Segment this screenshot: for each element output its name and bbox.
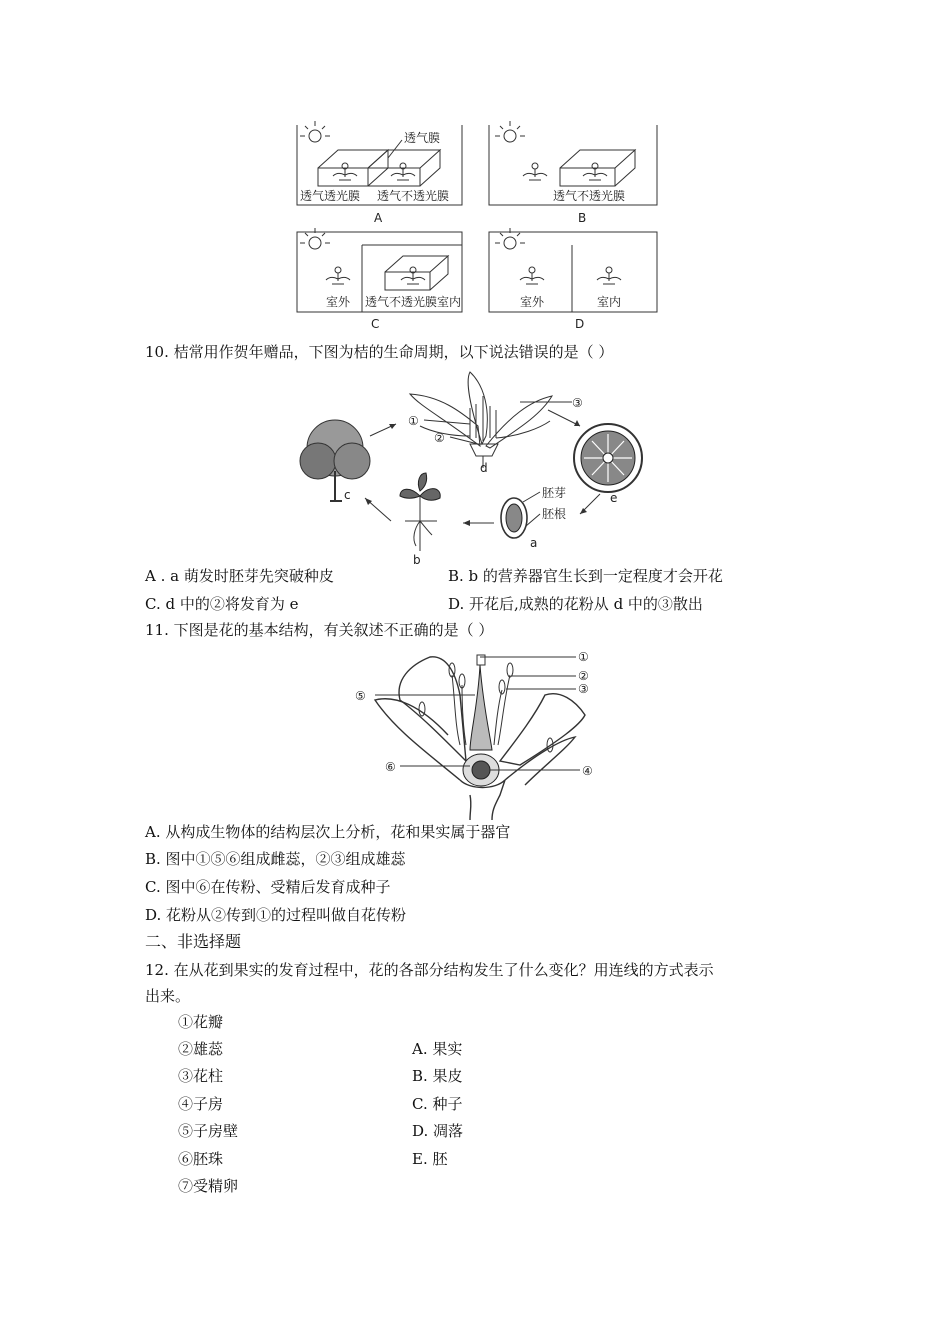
q11-label-4: ④	[582, 764, 593, 778]
sun-icon	[300, 228, 330, 249]
q11-label-5: ⑤	[355, 689, 366, 703]
q9c-right-label: 透气不透光膜室内	[365, 295, 462, 309]
kumquat-fruit-e	[574, 424, 642, 505]
q9c-left-label: 室外	[326, 295, 351, 309]
sun-icon	[495, 121, 525, 142]
q9a-right-label: 透气不透光膜	[377, 189, 450, 203]
q9a-caption: A	[374, 211, 383, 225]
q9d-left-label: 室外	[520, 295, 545, 309]
q12-stem-line1: 12. 在从花到果实的发育过程中，花的各部分结构发生了什么变化？用连线的方式表示	[145, 961, 714, 979]
plant-icon	[523, 163, 547, 180]
seedling-b	[400, 473, 440, 567]
q11-option-d: D. 花粉从②传到①的过程叫做自花传粉	[145, 906, 407, 924]
q9c-caption: C	[371, 317, 380, 331]
label-b: b	[413, 553, 421, 567]
plant-icon	[333, 163, 357, 180]
q12-right-item: B. 果皮	[412, 1067, 463, 1085]
q9-panel-d	[489, 228, 657, 331]
plant-icon	[391, 163, 415, 180]
q10-stem: 10. 桔常用作贺年赠品，下图为桔的生命周期，以下说法错误的是（ ）	[145, 343, 614, 361]
q12-stem-line2: 出来。	[145, 987, 191, 1005]
q12-left-item: ⑤子房壁	[178, 1122, 239, 1140]
q11-label-6: ⑥	[385, 760, 396, 774]
label-a: a	[530, 536, 538, 550]
q11-flower-structure-figure	[0, 645, 950, 820]
q11-stem: 11. 下图是花的基本结构，有关叙述不正确的是（ ）	[145, 621, 494, 639]
plant-icon	[401, 267, 425, 284]
q12-left-item: ⑦受精卵	[178, 1177, 239, 1195]
q10-label-3: ③	[572, 396, 583, 410]
flower-diagram	[375, 655, 585, 820]
q12-left-item: ②雄蕊	[178, 1040, 224, 1058]
label-d: d	[480, 461, 488, 475]
q11-option-a: A. 从构成生物体的结构层次上分析，花和果实属于器官	[145, 823, 511, 841]
q12-right-item: D. 凋落	[412, 1122, 464, 1140]
q10-option-b: B. b 的营养器官生长到一定程度才会开花	[448, 567, 723, 585]
q9d-caption: D	[575, 317, 585, 331]
plant-icon	[520, 267, 544, 284]
section-heading: 二、非选择题	[145, 932, 242, 951]
q10-label-2: ②	[434, 431, 445, 445]
q11-option-b: B. 图中①⑤⑥组成雌蕊，②③组成雄蕊	[145, 850, 406, 868]
q12-right-item: C. 种子	[412, 1095, 463, 1113]
q10-life-cycle-figure	[0, 366, 950, 566]
q11-label-1: ①	[578, 650, 589, 664]
q12-left-item: ③花柱	[178, 1067, 224, 1085]
label-c: c	[344, 488, 351, 502]
seed-a	[501, 492, 540, 550]
label-e: e	[610, 491, 618, 505]
q9-panel-a	[297, 121, 462, 225]
label-embryo-root: 胚根	[542, 507, 567, 521]
q10-option-d: D. 开花后,成熟的花粉从 d 中的③散出	[448, 595, 703, 613]
plant-icon	[583, 163, 607, 180]
q9-experiment-figure	[0, 0, 950, 340]
q9a-top-label: 透气膜	[404, 131, 441, 145]
q12-left-item: ①花瓣	[178, 1013, 224, 1031]
q10-option-c: C. d 中的②将发育为 e	[145, 595, 299, 613]
q9-panel-b	[489, 121, 657, 225]
q10-option-a: A . a 萌发时胚芽先突破种皮	[145, 567, 334, 585]
q9b-label: 透气不透光膜	[553, 189, 626, 203]
q12-right-item: E. 胚	[412, 1150, 448, 1168]
label-embryo-bud: 胚芽	[542, 486, 567, 500]
q12-left-item: ④子房	[178, 1095, 224, 1113]
q11-label-2: ②	[578, 669, 589, 683]
q9a-left-label: 透气透光膜	[300, 189, 361, 203]
sun-icon	[300, 121, 330, 142]
q10-label-1: ①	[408, 414, 419, 428]
plant-icon	[326, 267, 350, 284]
q9-panel-c	[297, 228, 462, 331]
q9d-right-label: 室内	[597, 295, 622, 309]
sun-icon	[495, 228, 525, 249]
kumquat-tree-c	[300, 420, 370, 502]
q11-label-3: ③	[578, 682, 589, 696]
q12-left-item: ⑥胚珠	[178, 1150, 224, 1168]
kumquat-flower-d	[410, 372, 552, 475]
q11-option-c: C. 图中⑥在传粉、受精后发育成种子	[145, 878, 391, 896]
q12-right-item: A. 果实	[412, 1040, 463, 1058]
q9b-caption: B	[578, 211, 587, 225]
plant-icon	[597, 267, 621, 284]
